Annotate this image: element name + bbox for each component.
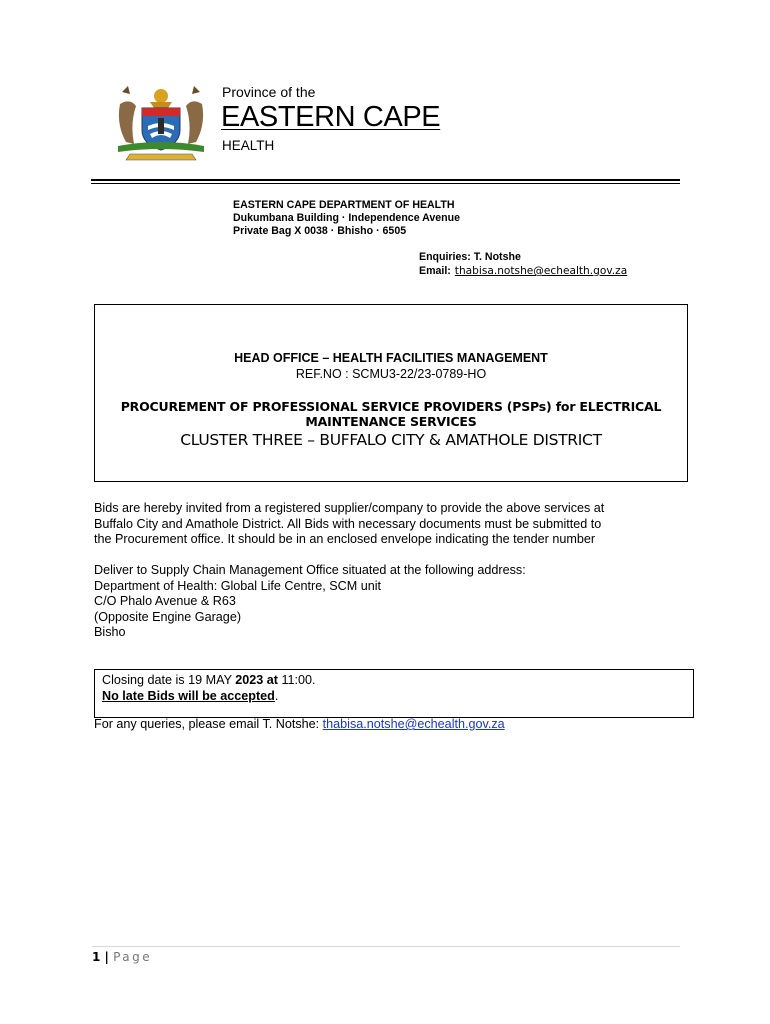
no-late-period: . [274,688,279,703]
contact-block [419,250,627,278]
email-label: Email: [419,265,451,277]
tender-reference-number: REF.NO : SCMU3-22/23-0789-HO [295,367,487,381]
paragraph-line: Bids are hereby invited from a registered supplier/company to provide the above services at [94,501,605,515]
paragraph-line: Department of Health: Global Life Centre, SCM unit [94,578,381,593]
paragraph-line: Buffalo City and Amathole District. All Bids with necessary documents must be submitted to [94,516,602,531]
page-label: Page [113,950,153,964]
paragraph-line: C/O Phalo Avenue & R63 [94,594,236,608]
coat-of-arms-logo [112,84,210,162]
paragraph-line: Bisho [94,625,126,639]
queries-text: For any queries, please email T. Notshe: [94,717,323,731]
address-line: Dukumbana Building · Independence Avenue [233,212,461,224]
province-prefix: Province of the [222,84,316,100]
procurement-description [95,399,687,429]
tender-title-box [94,304,688,482]
paragraph-line: (Opposite Engine Garage) [94,609,242,624]
email-line [419,264,627,278]
enquiries-line: Enquiries: T. Notshe [419,251,521,263]
page-footer [92,950,152,964]
queries-line [94,717,505,731]
footer-separator: | [100,950,114,964]
page-number: 1 [92,950,101,964]
address-line: Private Bag X 0038 · Bhisho · 6505 [233,225,407,237]
cluster-title: CLUSTER THREE – BUFFALO CITY & AMATHOLE DISTRICT [180,431,602,449]
province-name-heading: EASTERN CAPE [221,101,441,133]
closing-date-line [102,673,686,689]
tender-heading: HEAD OFFICE – HEALTH FACILITIES MANAGEMENT [234,351,548,365]
paragraph-line: the Procurement office. It should be in an enclosed envelope indicating the tender number [94,532,596,546]
closing-year: 2023 at [235,673,278,687]
closing-date-box [94,669,694,718]
contact-email-link[interactable]: thabisa.notshe@echealth.gov.za [454,265,628,277]
letterhead-divider-thin [91,183,680,184]
no-late-notice: No late Bids will be accepted [102,688,275,703]
invitation-paragraph [94,501,694,548]
department-address [233,199,460,238]
procurement-line: MAINTENANCE SERVICES [305,414,477,429]
footer-divider [92,946,680,947]
no-late-line [102,689,686,705]
queries-email-link[interactable]: thabisa.notshe@echealth.gov.za [322,717,505,731]
paragraph-line: Deliver to Supply Chain Management Office situated at the following address: [94,563,526,577]
closing-prefix: Closing date is 19 MAY [102,673,236,687]
closing-time: 11:00. [277,673,316,687]
delivery-address-paragraph [94,563,526,641]
letterhead-divider [91,179,680,181]
address-line: EASTERN CAPE DEPARTMENT OF HEALTH [233,199,455,211]
procurement-line: PROCUREMENT OF PROFESSIONAL SERVICE PROVIDERS (PSPs) for ELECTRICAL [120,399,662,414]
department-short-name: HEALTH [222,138,275,153]
